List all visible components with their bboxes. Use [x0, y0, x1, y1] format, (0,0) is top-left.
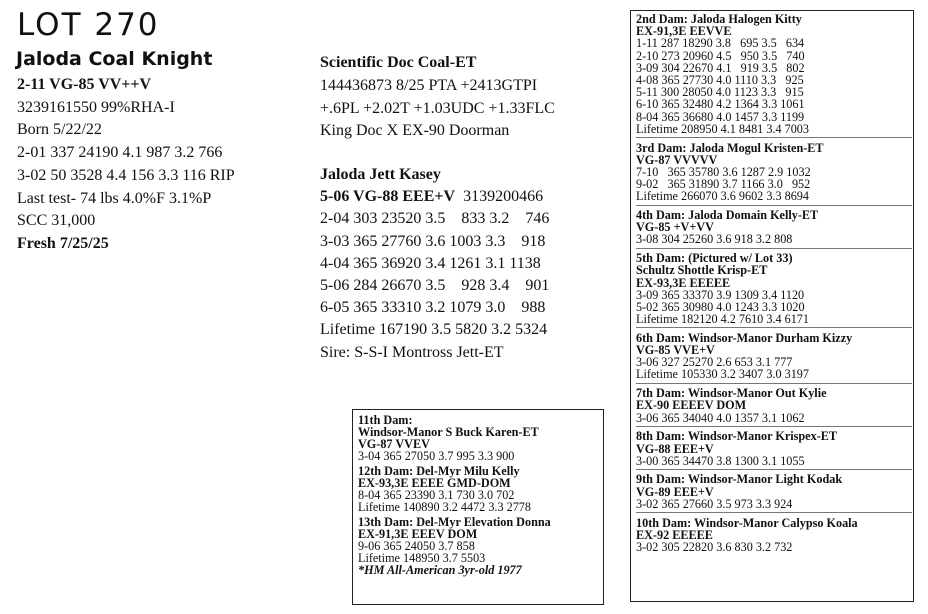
ancestor-dam-heading: 6th Dam: Windsor-Manor Durham Kizzy [636, 330, 853, 345]
animal-name: Jaloda Coal Knight [16, 48, 213, 70]
ancestor-dam-section [636, 517, 912, 556]
ancestor-dam-section [636, 473, 912, 513]
dam-registration: 3139200466 [463, 188, 544, 206]
sire-block [320, 52, 555, 143]
ancestor-dam-heading: 4th Dam: Jaloda Domain Kelly-ET [636, 208, 819, 223]
ancestor-dam-heading: EX-91,3E EEVVE [636, 24, 732, 39]
ancestor-dam-heading: 11th Dam: [358, 413, 413, 427]
ancestor-dam-record: 3-06 365 34040 4.0 1357 3.1 1062 [636, 410, 805, 425]
ancestor-dam-record: 8-04 365 23390 3.1 730 3.0 702 [358, 488, 515, 502]
ancestor-dam-record: 4-08 365 27730 4.0 1110 3.3 925 [636, 73, 804, 88]
dam-name: Jaloda Jett Kasey [320, 166, 441, 183]
ancestor-dam-section [358, 516, 551, 576]
ancestor-dam-heading: 12th Dam: Del-Myr Milu Kelly [358, 464, 520, 478]
ancestor-dam-heading: 8th Dam: Windsor-Manor Krispex-ET [636, 429, 837, 444]
ancestor-dam-heading: EX-93,3E EEEE GMD-DOM [358, 476, 511, 490]
ancestor-dam-heading: VG-85 +V+VV [636, 220, 714, 235]
ancestor-dam-record: Lifetime 140890 3.2 4472 3.3 2778 [358, 500, 531, 514]
ancestor-dam-section [636, 13, 912, 138]
animal-details [17, 74, 235, 256]
ancestor-dam-heading: 13th Dam: Del-Myr Elevation Donna [358, 515, 551, 529]
ancestor-dam-record: Lifetime 105330 3.2 3407 3.0 3197 [636, 367, 809, 382]
animal-last-test: Last test- 74 lbs 4.0%F 3.1%P [17, 189, 212, 207]
ancestor-dam-record: Lifetime 208950 4.1 8481 3.4 7003 [636, 121, 809, 136]
ancestor-dam-heading: VG-87 VVVVV [636, 152, 718, 167]
ancestor-dam-section [636, 142, 912, 206]
ancestor-dam-record: Lifetime 148950 3.7 5503 [358, 551, 486, 565]
ancestor-dam-heading: VG-87 VVEV [358, 437, 430, 451]
ancestor-dam-heading: Schultz Shottle Krisp-ET [636, 263, 768, 278]
dam-record: 6-05 365 33310 3.2 1079 3.0 988 [320, 299, 546, 317]
dam-record: 2-04 303 23520 3.5 833 3.2 746 [320, 210, 550, 228]
sire-name: Scientific Doc Coal-ET [320, 54, 477, 71]
ancestor-dam-heading: VG-85 VVE+V [636, 343, 715, 358]
ancestor-dam-heading: EX-92 EEEEE [636, 527, 713, 542]
ancestor-dam-section [358, 414, 551, 462]
ancestor-dam-record: Lifetime 182120 4.2 7610 3.4 6171 [636, 312, 809, 327]
ancestor-dam-record: 9-02 365 31890 3.7 1166 3.0 952 [636, 177, 811, 192]
animal-classification: 2-11 VG-85 VV++V [17, 76, 152, 93]
animal-registration: 3239161550 99%RHA-I [17, 98, 175, 116]
dam-record: 3-03 365 27760 3.6 1003 3.3 918 [320, 232, 546, 250]
ancestor-dam-record: 5-02 365 30980 4.0 1243 3.3 1020 [636, 299, 805, 314]
ancestor-dam-record: 3-02 305 22820 3.6 830 3.2 732 [636, 539, 793, 554]
ancestor-dam-heading: 3rd Dam: Jaloda Mogul Kristen-ET [636, 140, 824, 155]
ancestor-dam-record: 3-02 365 27660 3.5 973 3.3 924 [636, 496, 793, 511]
ancestor-dam-record: 3-09 304 22670 4.1 919 3.5 802 [636, 60, 805, 75]
ancestor-dam-section [636, 209, 912, 249]
sire-line: +.6PL +2.02T +1.03UDC +1.33FLC [320, 99, 555, 117]
ancestor-dam-record: 5-11 300 28050 4.0 1123 3.3 915 [636, 85, 804, 100]
ancestor-dam-heading: EX-93,3E EEEEE [636, 275, 731, 290]
ancestor-dam-heading: VG-89 EEE+V [636, 484, 714, 499]
animal-record: 2-01 337 24190 4.1 987 3.2 766 [17, 144, 223, 162]
sire-line: King Doc X EX-90 Doorman [320, 122, 510, 140]
ancestor-dam-section [636, 387, 912, 427]
ancestor-dam-record: 3-00 365 34470 3.8 1300 3.1 1055 [636, 453, 805, 468]
ancestor-dam-heading: Windsor-Manor S Buck Karen-ET [358, 425, 539, 439]
ancestor-dam-heading: EX-91,3E EEEV DOM [358, 527, 478, 541]
dam-block [320, 164, 549, 364]
ancestor-dam-record: 1-11 287 18290 3.8 695 3.5 634 [636, 36, 805, 51]
dam-sire-line: Sire: S-S-I Montross Jett-ET [320, 343, 504, 361]
ancestor-dam-record: 2-10 273 20960 4.5 950 3.5 740 [636, 48, 805, 63]
ancestor-dam-record: 3-04 365 27050 3.7 995 3.3 900 [358, 449, 515, 463]
dam-classification: 5-06 VG-88 EEE+V [320, 188, 456, 206]
dam-record: 4-04 365 36920 3.4 1261 3.1 1138 [320, 254, 541, 272]
ancestor-dam-record: Lifetime 266070 3.6 9602 3.3 8694 [636, 189, 809, 204]
ancestor-dam-record: 9-06 365 24050 3.7 858 [358, 539, 475, 553]
sire-line: 144436873 8/25 PTA +2413GTPI [320, 76, 538, 94]
ancestor-dam-record: 3-09 365 33370 3.9 1309 3.4 1120 [636, 287, 805, 302]
animal-scc: SCC 31,000 [17, 212, 96, 230]
dam-record: 5-06 284 26670 3.5 928 3.4 901 [320, 277, 550, 295]
pedigree-right-content [636, 13, 912, 559]
ancestor-dam-record: 6-10 365 32480 4.2 1364 3.3 1061 [636, 97, 805, 112]
ancestor-dam-heading: EX-90 EEEEV DOM [636, 398, 747, 413]
lot-title: LOT 270 [17, 7, 160, 43]
ancestor-dam-heading: 2nd Dam: Jaloda Halogen Kitty [636, 12, 802, 26]
animal-fresh-date: Fresh 7/25/25 [17, 234, 109, 252]
ancestor-dam-section [358, 465, 551, 513]
ancestor-dam-heading: 9th Dam: Windsor-Manor Light Kodak [636, 472, 843, 487]
ancestor-dam-section [636, 332, 912, 384]
ancestor-dam-heading: 5th Dam: (Pictured w/ Lot 33) [636, 251, 793, 266]
ancestor-dam-section [636, 252, 912, 328]
ancestor-dam-record: 3-06 327 25270 2.6 653 3.1 777 [636, 355, 793, 370]
ancestor-dam-section [636, 430, 912, 470]
ancestor-dam-note: *HM All-American 3yr-old 1977 [358, 563, 522, 577]
dam-classification-line [320, 186, 549, 208]
dam-lifetime: Lifetime 167190 3.5 5820 3.2 5324 [320, 321, 548, 339]
ancestor-dam-record: 8-04 365 36680 4.0 1457 3.3 1199 [636, 109, 805, 124]
animal-record: 3-02 50 3528 4.4 156 3.3 116 RIP [17, 166, 235, 184]
ancestor-dam-record: 7-10 365 35780 3.6 1287 2.9 1032 [636, 164, 811, 179]
ancestor-dam-heading: VG-88 EEE+V [636, 441, 714, 456]
ancestor-dam-record: 3-08 304 25260 3.6 918 3.2 808 [636, 232, 793, 247]
ancestor-dam-heading: 10th Dam: Windsor-Manor Calypso Koala [636, 515, 858, 530]
ancestor-dam-heading: 7th Dam: Windsor-Manor Out Kylie [636, 386, 827, 401]
animal-born-date: Born 5/22/22 [17, 121, 102, 139]
pedigree-bottom-content [358, 414, 551, 579]
